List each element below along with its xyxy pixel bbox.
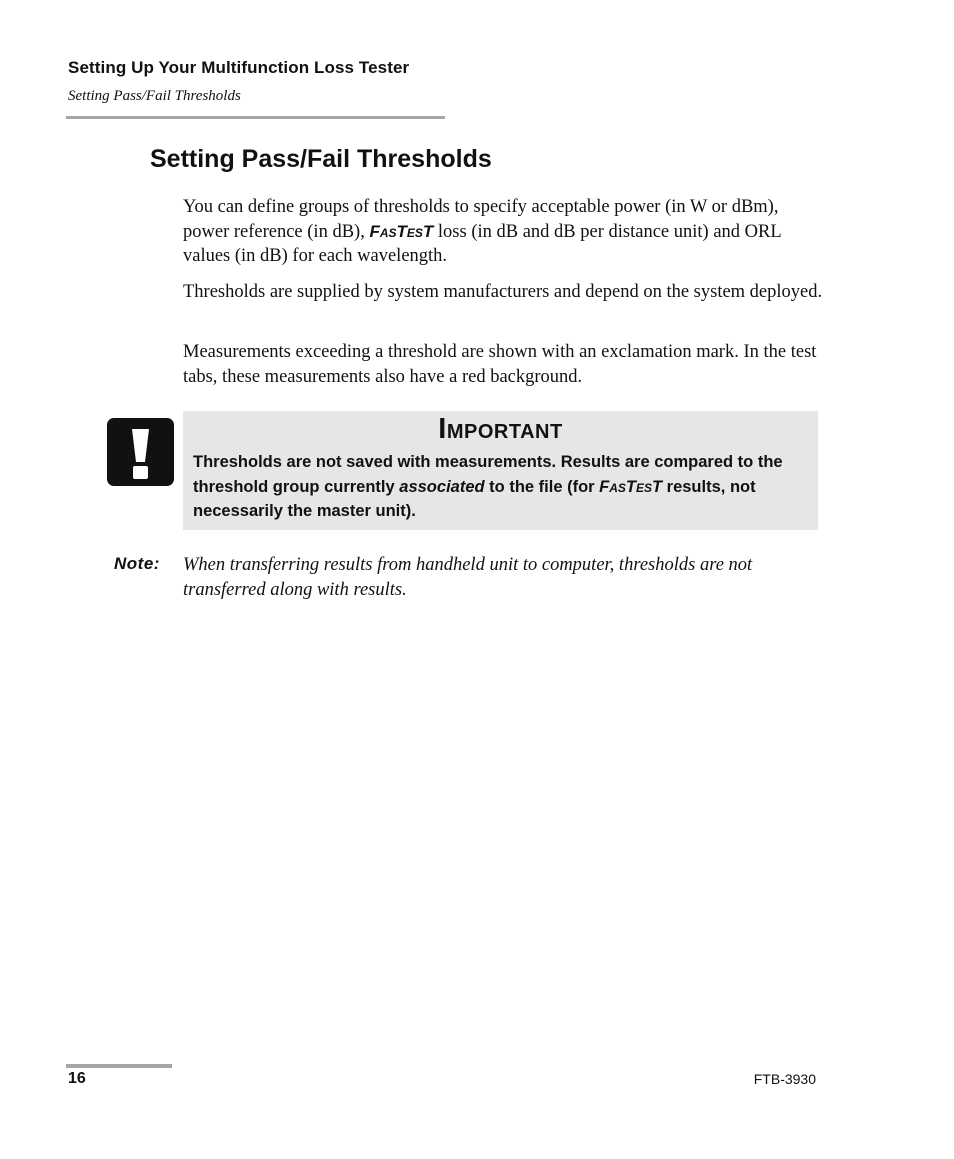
important-text-part: to the file (for <box>484 477 600 496</box>
paragraph-text: loss (in dB and dB per distance unit) and ORL values (in dB) for each wavelength. <box>183 221 781 266</box>
important-heading: Important <box>438 413 563 445</box>
important-text-part: Thresholds are not saved with measurements. Results are compared to the threshold group currently <box>193 453 783 496</box>
section-title: Setting Pass/Fail Thresholds <box>150 145 492 173</box>
product-code: FTB-3930 <box>753 1071 816 1087</box>
important-text <box>193 450 813 524</box>
fastest-term: FasTesT <box>599 477 663 496</box>
note-label: Note: <box>114 554 160 573</box>
paragraph-thresholds-definition <box>183 195 823 269</box>
fastest-term: FasTesT <box>369 221 434 241</box>
header-rule <box>66 116 445 119</box>
paragraph-thresholds-source: Thresholds are supplied by system manufacturers and depend on the system deployed. <box>183 282 823 302</box>
paragraph-text: You can define groups of thresholds to specify acceptable power (in W or dBm), power reference (in dB), <box>183 197 779 242</box>
running-header-title: Setting Up Your Multifunction Loss Tester <box>68 58 410 77</box>
note-text: When transferring results from handheld unit to computer, thresholds are not transferred along with results. <box>183 555 753 600</box>
paragraph-thresholds-display: Measurements exceeding a threshold are shown with an exclamation mark. In the test tabs, these measurements also have a red background. <box>183 342 817 387</box>
important-emphasis: associated <box>399 477 485 496</box>
footer-rule <box>66 1064 172 1068</box>
running-header-subtitle: Setting Pass/Fail Thresholds <box>68 88 241 104</box>
exclamation-icon <box>107 418 174 486</box>
important-text-part: results, not necessarily the master unit). <box>193 477 756 520</box>
page-number: 16 <box>68 1070 86 1087</box>
important-callout <box>183 411 818 530</box>
